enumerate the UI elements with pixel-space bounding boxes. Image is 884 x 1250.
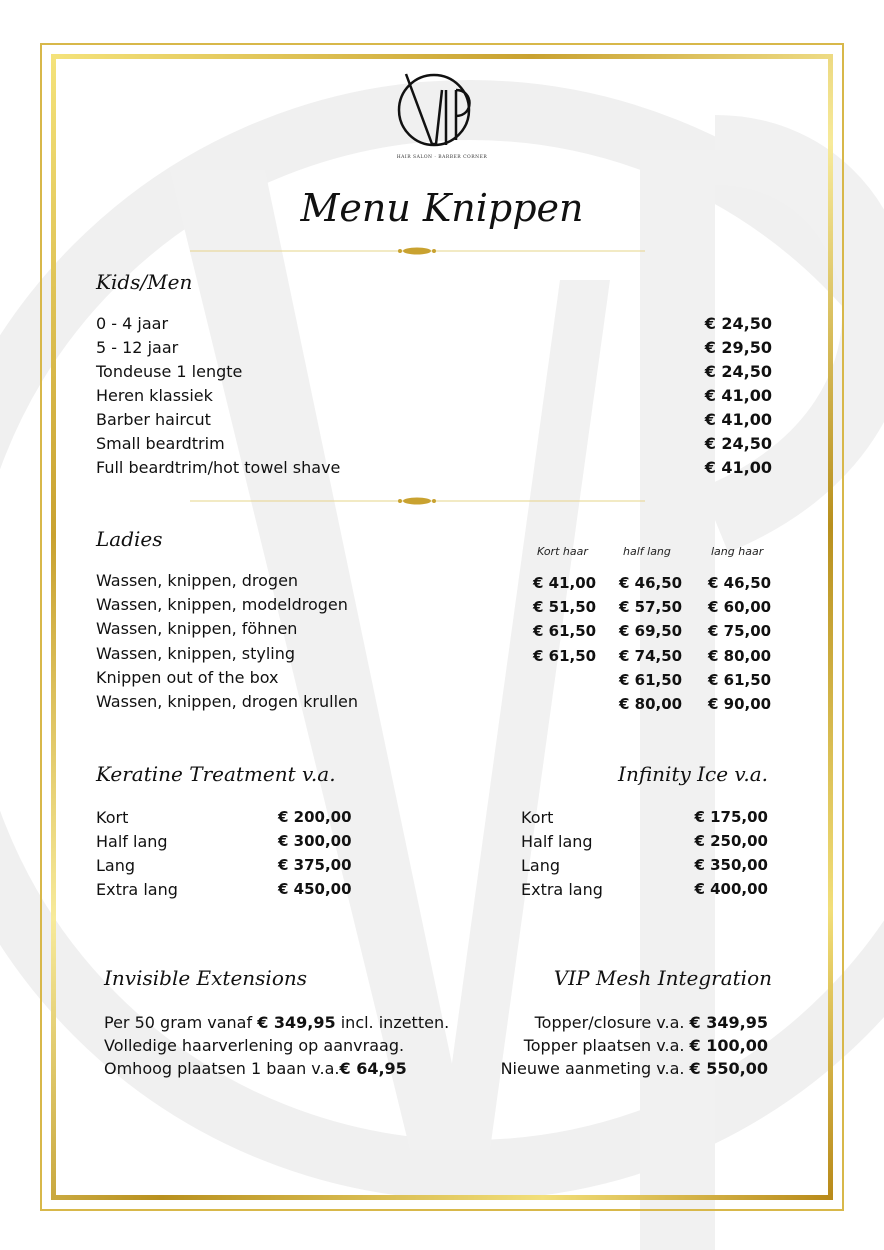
logo-subtitle: HAIR SALON · BARBER CORNER: [396, 155, 488, 160]
list-item-price: € 24,50: [704, 314, 772, 333]
table-row-label: Wassen, knippen, styling: [96, 643, 296, 663]
mesh-item-price: € 550,00: [689, 1059, 768, 1078]
extensions-line-3: Omhoog plaatsen 1 baan v.a.€ 64,95: [104, 1059, 407, 1078]
page-title: Menu Knippen: [300, 186, 584, 230]
column-header-kort: Kort haar: [537, 545, 588, 558]
price-half: € 69,50: [619, 622, 683, 641]
list-item-price: € 24,50: [704, 362, 772, 381]
price-kort: € 51,50: [533, 598, 597, 617]
list-item-label: Kort: [521, 808, 554, 827]
list-item: [535, 1013, 768, 1032]
price-lang: € 60,00: [708, 598, 772, 617]
list-item-price: € 200,00: [278, 808, 352, 826]
table-row-label: Wassen, knippen, modeldrogen: [96, 595, 348, 615]
keratine-title: Keratine Treatment v.a.: [96, 762, 336, 786]
list-item: [501, 1059, 768, 1078]
kids-men-title: Kids/Men: [96, 270, 193, 294]
column-header-lang: lang haar: [711, 545, 764, 558]
list-item-label: Extra lang: [96, 880, 178, 899]
list-item-label: Half lang: [96, 832, 168, 851]
price-half: € 74,50: [619, 646, 683, 665]
price-kort: € 61,50: [533, 646, 597, 665]
ladies-title: Ladies: [96, 527, 163, 551]
mesh-item-label: Topper plaatsen v.a.: [523, 1036, 690, 1055]
list-item-price: € 29,50: [704, 338, 772, 357]
list-item-price: € 250,00: [694, 832, 768, 850]
list-item-label: Small beardtrim: [96, 434, 225, 453]
price-kort: € 41,00: [533, 574, 597, 592]
list-item-label: Extra lang: [521, 880, 603, 899]
extensions-title: Invisible Extensions: [104, 966, 308, 990]
list-item-label: Tondeuse 1 lengte: [96, 362, 243, 381]
vip-logo-icon: [392, 70, 476, 150]
table-row-label: Wassen, knippen, föhnen: [96, 619, 298, 639]
list-item-label: Kort: [96, 808, 129, 827]
extensions-line-1: Per 50 gram vanaf € 349,95 incl. inzetten.: [104, 1013, 450, 1032]
list-item-price: € 350,00: [694, 856, 768, 874]
list-item: [524, 1036, 768, 1055]
list-item-label: Barber haircut: [96, 410, 211, 429]
extensions-line-2: Volledige haarverlening op aanvraag.: [104, 1036, 405, 1055]
mesh-item-price: € 349,95: [689, 1013, 768, 1032]
price-lang: € 80,00: [708, 646, 772, 665]
price-lang: € 75,00: [708, 622, 772, 641]
price-half: € 57,50: [619, 598, 683, 617]
list-item-price: € 41,00: [704, 386, 772, 405]
list-item-label: 5 - 12 jaar: [96, 338, 179, 357]
price-half: € 61,50: [619, 670, 683, 689]
mesh-item-label: Nieuwe aanmeting v.a.: [500, 1059, 690, 1078]
infinity-title: Infinity Ice v.a.: [618, 762, 768, 786]
list-item-price: € 300,00: [278, 832, 352, 850]
list-item-label: 0 - 4 jaar: [96, 314, 169, 333]
list-item-price: € 24,50: [704, 434, 772, 453]
list-item-price: € 400,00: [694, 880, 768, 898]
column-header-half: half lang: [623, 545, 671, 558]
list-item-label: Heren klassiek: [96, 386, 213, 405]
ornament-divider: [190, 245, 645, 257]
mesh-item-price: € 100,00: [689, 1036, 768, 1055]
list-item-label: Lang: [521, 856, 561, 875]
table-row-label: Wassen, knippen, drogen: [96, 571, 299, 590]
list-item-label: Full beardtrim/hot towel shave: [96, 458, 341, 477]
list-item-label: Half lang: [521, 832, 593, 851]
ornament-divider: [190, 495, 645, 507]
table-row-label: Knippen out of the box: [96, 667, 279, 687]
list-item-label: Lang: [96, 856, 136, 875]
list-item-price: € 41,00: [704, 458, 772, 477]
price-kort: € 61,50: [533, 622, 597, 641]
list-item-price: € 41,00: [704, 410, 772, 429]
price-lang: € 46,50: [708, 574, 772, 592]
price-half: € 46,50: [619, 574, 683, 592]
table-row-label: Wassen, knippen, drogen krullen: [96, 692, 359, 711]
list-item-price: € 450,00: [278, 880, 352, 898]
mesh-item-label: Topper/closure v.a.: [534, 1013, 690, 1032]
list-item-price: € 375,00: [278, 856, 352, 874]
mesh-title: VIP Mesh Integration: [553, 966, 772, 990]
price-half: € 80,00: [619, 695, 683, 713]
list-item-price: € 175,00: [694, 808, 768, 826]
price-lang: € 61,50: [708, 670, 772, 689]
price-lang: € 90,00: [708, 695, 772, 713]
